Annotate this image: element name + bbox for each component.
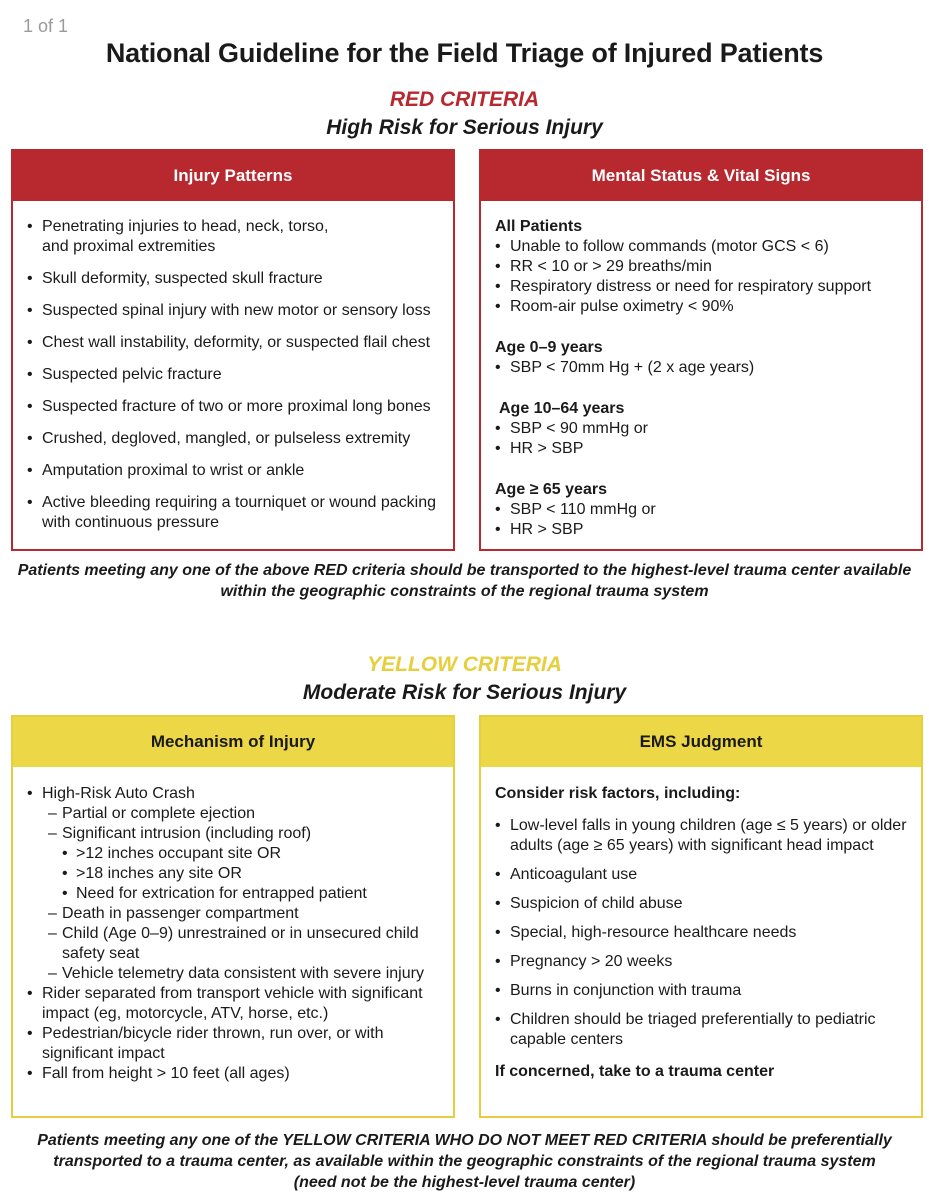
yellow-criteria-subtitle: Moderate Risk for Serious Injury	[302, 681, 627, 704]
vitals-group-age-10-64	[495, 399, 907, 459]
list-item: • HR > SBP	[495, 439, 907, 459]
vitals-group-age-65	[495, 480, 907, 540]
list-item: • Low-level falls in young children (age ≤ 5 years) or older adults (age ≥ 65 years) with significant head impact	[495, 816, 907, 856]
vitals-group-all	[495, 217, 907, 317]
list-item: • Suspicion of child abuse	[495, 894, 907, 914]
list-item: • >12 inches occupant site OR	[27, 844, 439, 864]
red-footnote: Patients meeting any one of the above RED criteria should be transported to the highest-level trauma center available within the geographic constraints of the regional trauma system	[17, 562, 912, 600]
ems-judgment-box	[479, 715, 923, 1118]
list-item: • >18 inches any site OR	[27, 864, 439, 884]
injury-patterns-heading: Injury Patterns	[13, 151, 453, 201]
list-item: • Unable to follow commands (motor GCS < 6)	[495, 237, 907, 257]
mechanism-heading: Mechanism of Injury	[13, 717, 453, 767]
injury-patterns-list	[27, 217, 439, 533]
group-heading: Age 0–9 years	[495, 339, 603, 356]
list-item: • Need for extrication for entrapped patient	[27, 884, 439, 904]
yellow-criteria-label: YELLOW CRITERIA	[367, 653, 562, 676]
ems-intro: Consider risk factors, including:	[495, 785, 741, 802]
list-item: – Significant intrusion (including roof)	[27, 824, 439, 844]
list-item: • Anticoagulant use	[495, 865, 907, 885]
vital-signs-box	[479, 149, 923, 551]
list-item: • Suspected fracture of two or more proximal long bones	[27, 397, 439, 417]
list-item: • High-Risk Auto Crash	[27, 784, 439, 804]
group-heading: Age 10–64 years	[499, 400, 625, 417]
list-item: • Crushed, degloved, mangled, or pulseless extremity	[27, 429, 439, 449]
list-item: • Respiratory distress or need for respiratory support	[495, 277, 907, 297]
group-heading: Age ≥ 65 years	[495, 481, 607, 498]
list-item: • SBP < 110 mmHg or	[495, 500, 907, 520]
mechanism-list	[27, 784, 439, 804]
list-item: • Fall from height > 10 feet (all ages)	[27, 1064, 439, 1084]
mechanism-list-continued	[27, 984, 439, 1084]
list-item: • Suspected spinal injury with new motor or sensory loss	[27, 301, 439, 321]
vitals-group-age-0-9	[495, 338, 907, 378]
list-item: – Vehicle telemetry data consistent with severe injury	[27, 964, 439, 984]
list-item: • Pregnancy > 20 weeks	[495, 952, 907, 972]
list-item: • Penetrating injuries to head, neck, torso, and proximal extremities	[27, 217, 439, 257]
list-item: • RR < 10 or > 29 breaths/min	[495, 257, 907, 277]
list-item: • Chest wall instability, deformity, or suspected flail chest	[27, 333, 439, 353]
list-item: – Death in passenger compartment	[27, 904, 439, 924]
list-item: • Amputation proximal to wrist or ankle	[27, 461, 439, 481]
list-item: • Pedestrian/bicycle rider thrown, run over, or with significant impact	[27, 1024, 439, 1064]
list-item: • Room-air pulse oximetry < 90%	[495, 297, 907, 317]
document-title: National Guideline for the Field Triage of Injured Patients	[105, 38, 824, 68]
red-criteria-label: RED CRITERIA	[389, 88, 540, 111]
crash-sublist-continued	[27, 904, 439, 984]
list-item: • Rider separated from transport vehicle with significant impact (eg, motorcycle, ATV, horse, etc.)	[27, 984, 439, 1024]
yellow-footnote: Patients meeting any one of the YELLOW CRITERIA WHO DO NOT MEET RED CRITERIA should be preferentially transported to a trauma center, as available within the geographic constraints of the regional trauma system (need not be the highest-level trauma center)	[37, 1132, 892, 1191]
list-item: • Suspected pelvic fracture	[27, 365, 439, 385]
ems-risk-list	[495, 816, 907, 1050]
vital-signs-heading: Mental Status & Vital Signs	[481, 151, 921, 201]
red-criteria-subtitle: High Risk for Serious Injury	[326, 116, 603, 139]
ems-judgment-heading: EMS Judgment	[481, 717, 921, 767]
injury-patterns-box	[11, 149, 455, 551]
crash-sublist	[27, 804, 439, 844]
list-item: • HR > SBP	[495, 520, 907, 540]
list-item: – Child (Age 0–9) unrestrained or in unsecured child safety seat	[27, 924, 439, 964]
mechanism-of-injury-box	[11, 715, 455, 1118]
list-item: • Special, high-resource healthcare needs	[495, 923, 907, 943]
intrusion-sublist	[27, 844, 439, 904]
group-heading: All Patients	[495, 218, 583, 235]
list-item: • SBP < 90 mmHg or	[495, 419, 907, 439]
page-counter: 1 of 1	[23, 16, 69, 36]
list-item: • Burns in conjunction with trauma	[495, 981, 907, 1001]
list-item: • Children should be triaged preferentially to pediatric capable centers	[495, 1010, 907, 1050]
list-item: – Partial or complete ejection	[27, 804, 439, 824]
ems-closing: If concerned, take to a trauma center	[495, 1063, 775, 1080]
list-item: • SBP < 70mm Hg + (2 x age years)	[495, 358, 907, 378]
list-item: • Active bleeding requiring a tourniquet or wound packing with continuous pressure	[27, 493, 439, 533]
list-item: • Skull deformity, suspected skull fracture	[27, 269, 439, 289]
